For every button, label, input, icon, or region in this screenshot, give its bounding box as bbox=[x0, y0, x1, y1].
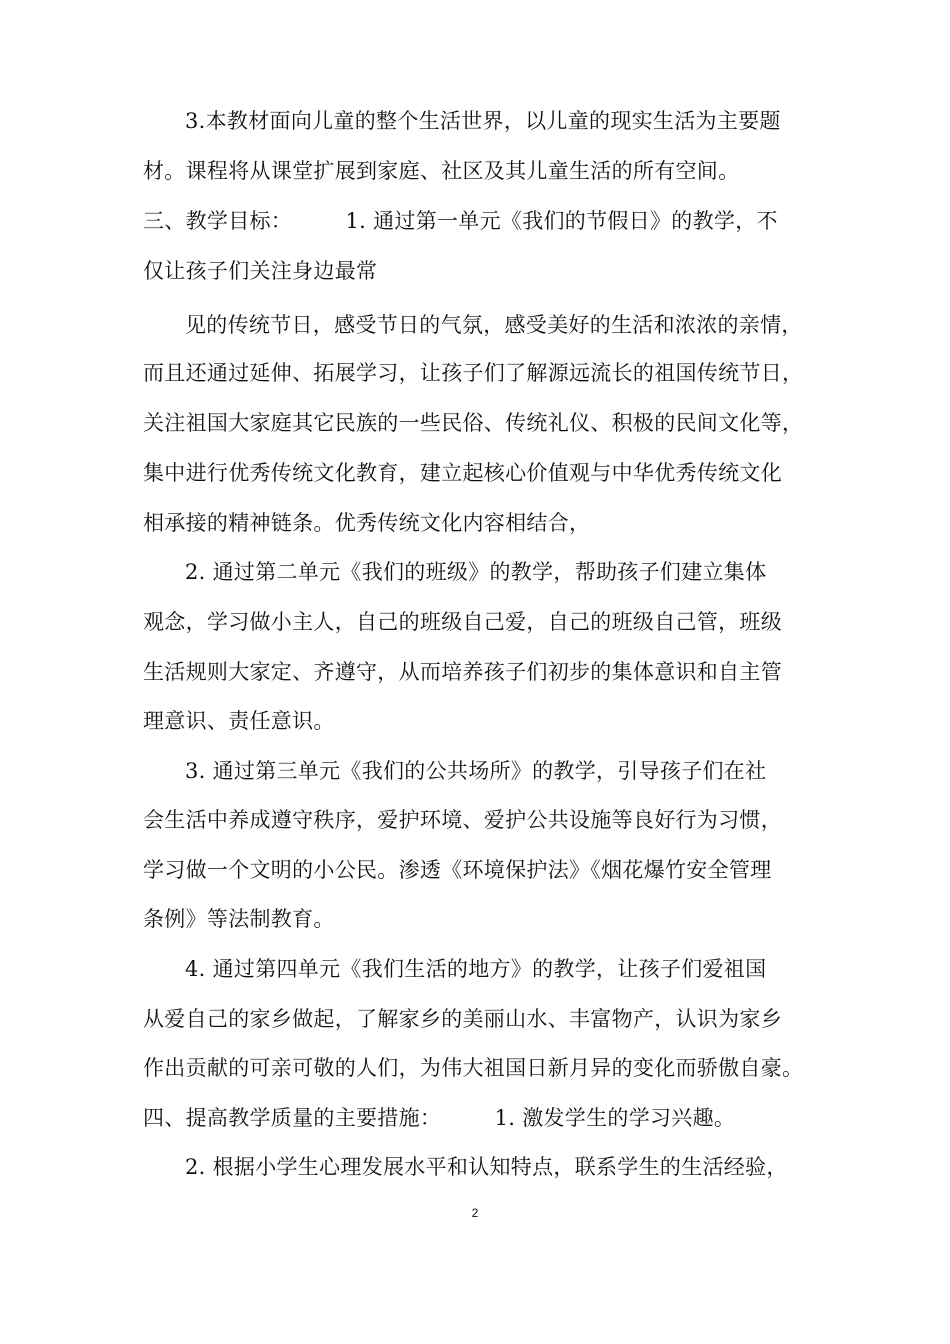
text-line: 相承接的精神链条。优秀传统文化内容相结合， bbox=[143, 511, 591, 535]
text-line: 见的传统节日，感受节日的气氛，感受美好的生活和浓浓的亲情， bbox=[185, 313, 803, 337]
text-line: 而且还通过延伸、拓展学习，让孩子们了解源远流长的祖国传统节日， bbox=[143, 361, 804, 385]
text-line: 2. 根据小学生心理发展水平和认知特点，联系学生的生活经验， bbox=[185, 1155, 788, 1179]
text-line: 3.本教材面向儿童的整个生活世界，以儿童的现实生活为主要题 bbox=[185, 109, 781, 133]
text-line: 3. 通过第三单元《我们的公共场所》的教学，引导孩子们在社 bbox=[185, 759, 767, 783]
text-line: 集中进行优秀传统文化教育，建立起核心价值观与中华优秀传统文化 bbox=[143, 461, 782, 485]
section-heading-measures: 四、提高教学质量的主要措施： 1. 激发学生的学习兴趣。 bbox=[143, 1106, 736, 1130]
page-number: 2 bbox=[471, 1206, 479, 1220]
section-heading-teaching-goals: 三、教学目标： 1. 通过第一单元《我们的节假日》的教学，不 bbox=[143, 209, 778, 233]
text-line: 条例》等法制教育。 bbox=[143, 907, 335, 931]
text-line: 理意识、责任意识。 bbox=[143, 709, 335, 733]
text-line: 4. 通过第四单元《我们生活的地方》的教学，让孩子们爱祖国 bbox=[185, 957, 767, 981]
text-line: 2. 通过第二单元《我们的班级》的教学，帮助孩子们建立集体 bbox=[185, 560, 767, 584]
text-line: 生活规则大家定、齐遵守，从而培养孩子们初步的集体意识和自主管 bbox=[143, 660, 782, 684]
text-line: 作出贡献的可亲可敬的人们，为伟大祖国日新月异的变化而骄傲自豪。 bbox=[143, 1056, 804, 1080]
text-line: 材。课程将从课堂扩展到家庭、社区及其儿童生活的所有空间。 bbox=[143, 159, 740, 183]
text-line: 仅让孩子们关注身边最常 bbox=[143, 259, 378, 283]
text-line: 学习做一个文明的小公民。渗透《环境保护法》《烟花爆竹安全管理 bbox=[143, 858, 772, 882]
text-line: 观念，学习做小主人，自己的班级自己爱，自己的班级自己管，班级 bbox=[143, 610, 782, 634]
text-line: 会生活中养成遵守秩序，爱护环境、爱护公共设施等良好行为习惯， bbox=[143, 808, 782, 832]
text-line: 从爱自己的家乡做起，了解家乡的美丽山水、丰富物产，认识为家乡 bbox=[143, 1007, 782, 1031]
text-line: 关注祖国大家庭其它民族的一些民俗、传统礼仪、积极的民间文化等， bbox=[143, 411, 804, 435]
